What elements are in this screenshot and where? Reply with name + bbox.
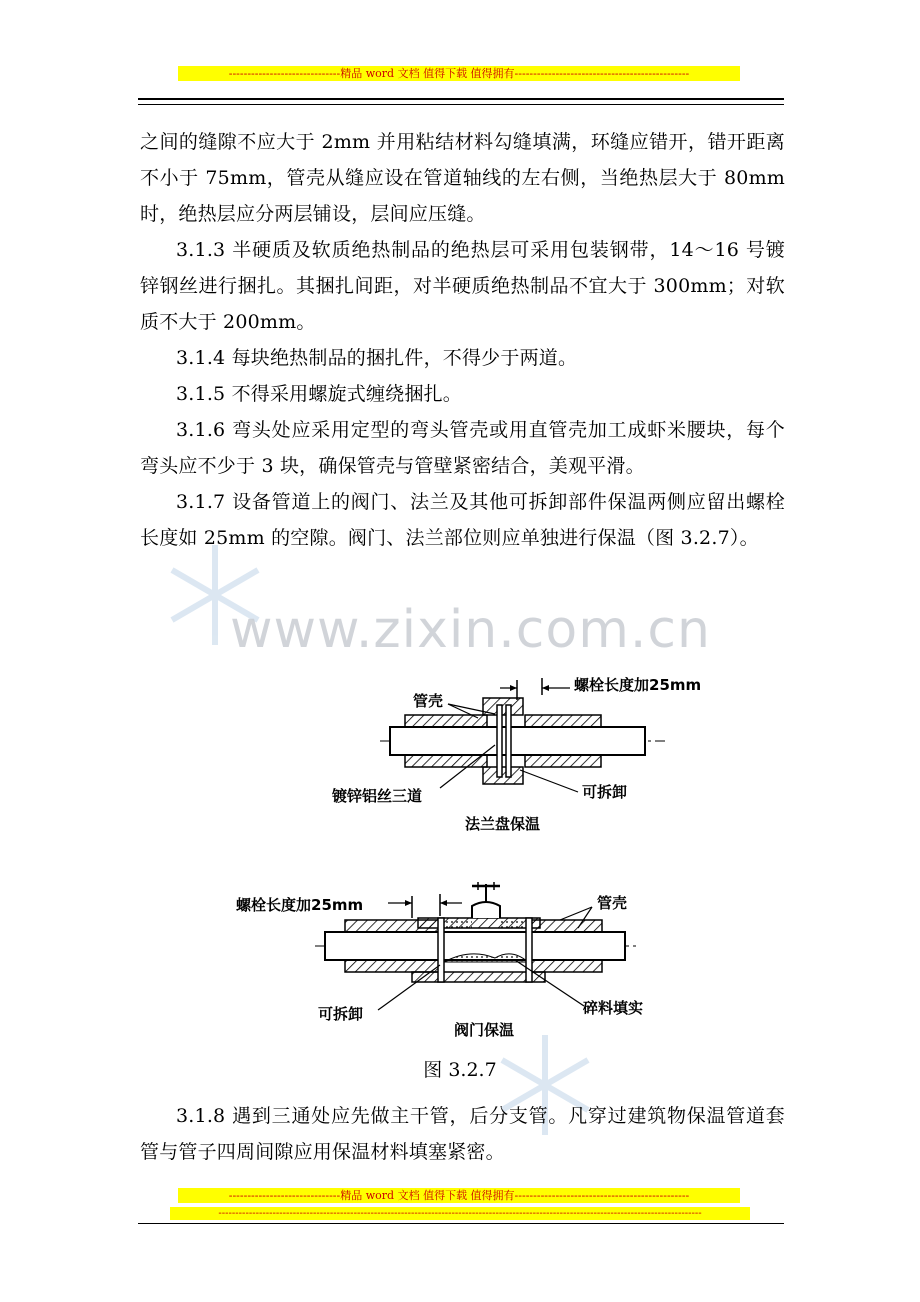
footer-rule [138,1223,784,1224]
label-bolt-top: 螺栓长度加25mm [574,676,702,694]
header-banner: ------------------------------精品 word 文档 值得下载 值得拥有----------------------------------------------- [178,66,740,81]
label-bolt-bottom: 螺栓长度加25mm [236,896,364,914]
paragraph-3-1-4: 3.1.4 每块绝热制品的捆扎件，不得少于两道。 [176,347,578,369]
label-wire: 镀锌铝丝三道 [332,787,423,805]
paragraph-continuation: 之间的缝隙不应大于 2mm 并用粘结材料勾缝填满，环缝应错开，错开距离不小于 75mm，管壳从缝应设在管道轴线的左右侧，当绝热层大于 80mm 时，绝热层应分两层铺设，层间应压缝。 [140,131,785,225]
body-text-after [140,1098,785,1170]
paragraph-3-1-6: 3.1.6 弯头处应采用定型的弯头管壳或用直管壳加工成虾米腰块，每个弯头应不少于 3 块，确保管壳与管壁紧密结合，美观平滑。 [140,419,785,477]
flange-insulation-drawing [331,676,701,833]
footer-banner: ------------------------------精品 word 文档 值得下载 值得拥有----------------------------------------------- [178,1188,740,1203]
label-shell-top: 管壳 [413,692,444,710]
label-removable-bottom: 可拆卸 [318,1005,364,1023]
valve-insulation-drawing [236,882,643,1039]
watermark-text: www.zixin.com.cn [230,600,711,660]
paragraph-3-1-5: 3.1.5 不得采用螺旋式缠绕捆扎。 [176,383,462,405]
footer-banner-dashes: ----------------------------------------------------------------------------------------------------------------------------------------------- [170,1207,750,1220]
label-fill: 碎料填实 [583,999,644,1017]
title-valve: 阀门保温 [454,1021,515,1039]
paragraph-3-1-3: 3.1.3 半硬质及软质绝热制品的绝热层可采用包装钢带，14～16 号镀锌钢丝进行捆扎。其捆扎间距，对半硬质绝热制品不宜大于 300mm；对软质不大于 200mm。 [140,239,785,333]
label-removable-top: 可拆卸 [582,783,628,801]
title-flange: 法兰盘保温 [465,815,541,833]
paragraph-3-1-8: 3.1.8 遇到三通处应先做主干管，后分支管。凡穿过建筑物保温管道套管与管子四周间隙应用保温材料填塞紧密。 [140,1105,785,1163]
figure-caption: 图 3.2.7 [423,1059,497,1081]
paragraph-3-1-7: 3.1.7 设备管道上的阀门、法兰及其他可拆卸部件保温两侧应留出螺栓长度如 25mm 的空隙。阀门、法兰部位则应单独进行保温（图 3.2.7）。 [140,491,785,549]
label-shell-bottom: 管壳 [597,894,628,912]
